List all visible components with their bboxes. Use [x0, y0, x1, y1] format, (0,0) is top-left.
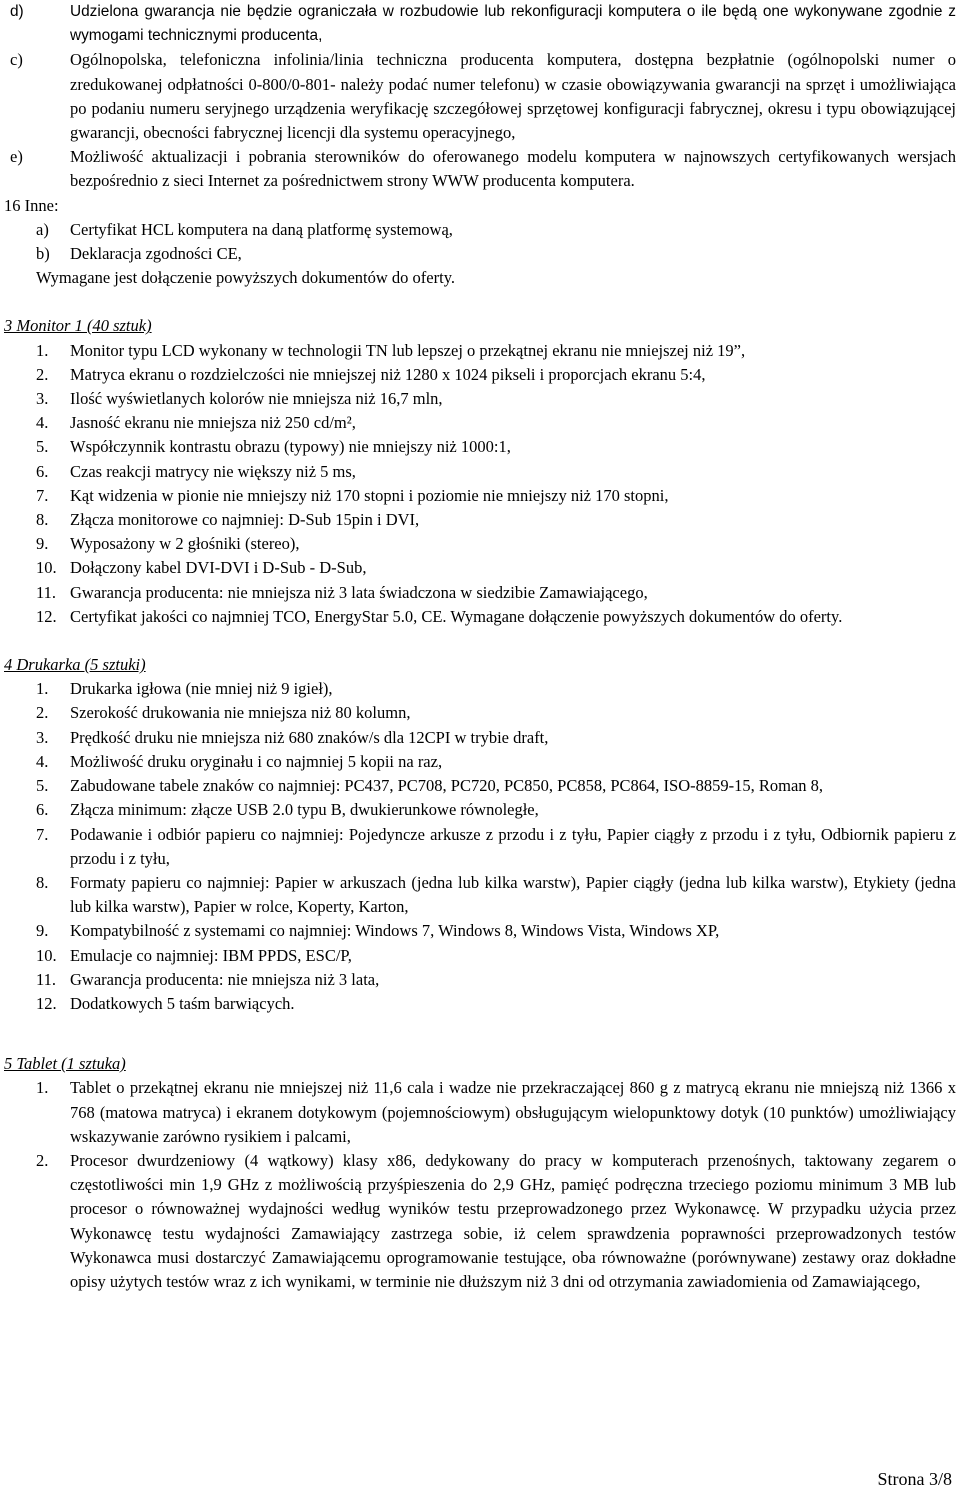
- list-marker: e): [10, 147, 23, 167]
- list-text: Możliwość aktualizacji i pobrania sterowników do oferowanego modelu komputera w najnowszych certyfikowanych wersjach bezpośrednio z sieci Internet za pośrednictwem strony WWW producenta komputera.: [70, 147, 956, 191]
- list-item: [0, 339, 960, 363]
- list-item: [0, 1149, 960, 1294]
- list-marker: 1.: [36, 1078, 49, 1098]
- list-marker: 11.: [36, 969, 57, 989]
- list-marker: 1.: [36, 679, 49, 699]
- list-text: Możliwość druku oryginału i co najmniej 5 kopii na raz,: [70, 751, 443, 771]
- list-item: [0, 677, 960, 701]
- tablet-heading: 5 Tablet (1 sztuka): [4, 1054, 126, 1074]
- list-text: Prędkość druku nie mniejsza niż 680 znaków/s dla 12CPI w trybie draft,: [70, 727, 549, 747]
- list-text: Szerokość drukowania nie mniejsza niż 80 kolumn,: [70, 703, 411, 723]
- list-item: [0, 605, 960, 629]
- list-marker: 4.: [36, 751, 49, 771]
- list-marker: 2.: [36, 364, 49, 384]
- list-text: Procesor dwurdzeniowy (4 wątkowy) klasy x86, dedykowany do pracy w komputerach przenośnych, taktowany zegarem o częstotliwości min 1,9 GHz z możliwością przyśpieszenia do 2,9 GHz, pamięć podręczna trzeciego poziomu minimum 3 MB lub procesor o równoważnej wydajności według wyników testu przeprowadzonego przez Wykonawcę. W przypadku użycia przez Wykonawcę testu wydajności Zamawiający zastrzega sobie, iż celem sprawdzenia poprawności przeprowadzonych testów Wykonawca musi dostarczyć Zamawiającemu oprogramowanie testujące, oba równoważne (porównywane) zestawy oraz dokładne opisy użytych testów wraz z ich wynikami, w terminie nie dłuższym niż 3 dni od otrzymania zawiadomienia od Zamawiającego,: [70, 1150, 956, 1291]
- section-16-heading: 16 Inne:: [4, 195, 59, 215]
- list-marker: 10.: [36, 558, 57, 578]
- list-text: Kompatybilność z systemami co najmniej: Windows 7, Windows 8, Windows Vista, Windows XP,: [70, 921, 720, 941]
- page-number: Strona 3/8: [877, 1469, 952, 1489]
- list-item: [0, 968, 960, 992]
- list-item-d: [0, 0, 960, 48]
- list-text: Certyfikat jakości co najmniej TCO, EnergyStar 5.0, CE. Wymagane dołączenie powyższych dokumentów do oferty.: [70, 606, 843, 626]
- list-marker: 10.: [36, 945, 57, 965]
- list-item: [0, 556, 960, 580]
- list-item-a: [0, 218, 960, 242]
- list-marker: 4.: [36, 413, 49, 433]
- list-text: Monitor typu LCD wykonany w technologii TN lub lepszej o przekątnej ekranu nie mniejszej niż 19”,: [70, 340, 746, 360]
- list-marker: c): [10, 50, 23, 70]
- list-item: [0, 944, 960, 968]
- list-marker: 2.: [36, 1150, 49, 1170]
- tablet-list: [0, 1076, 960, 1294]
- list-text: Współczynnik kontrastu obrazu (typowy) nie mniejszy niż 1000:1,: [70, 437, 511, 457]
- list-item: [0, 871, 960, 919]
- list-item: [0, 581, 960, 605]
- list-text: Formaty papieru co najmniej: Papier w arkuszach (jedna lub kilka warstw), Papier ciągły (jedna lub kilka warstw), Etykiety (jedna lub kilka warstw), Papier w rolce, Koperty, Karton,: [70, 872, 956, 917]
- list-item: [0, 435, 960, 459]
- list-marker: b): [36, 244, 50, 264]
- printer-list: [0, 677, 960, 1016]
- list-item-c: [0, 48, 960, 145]
- list-text: Wyposażony w 2 głośniki (stereo),: [70, 534, 300, 554]
- list-marker: 12.: [36, 606, 57, 626]
- list-item: [0, 726, 960, 750]
- list-item: [0, 387, 960, 411]
- list-item: [0, 411, 960, 435]
- list-marker: 8.: [36, 510, 49, 530]
- list-marker: 3.: [36, 727, 49, 747]
- list-marker: 9.: [36, 534, 49, 554]
- list-text: Dołączony kabel DVI-DVI i D-Sub - D-Sub,: [70, 558, 367, 578]
- list-item: [0, 484, 960, 508]
- list-marker: 11.: [36, 582, 57, 602]
- list-text: Jasność ekranu nie mniejsza niż 250 cd/m²,: [70, 413, 356, 433]
- section-16-note: Wymagane jest dołączenie powyższych dokumentów do oferty.: [36, 268, 456, 288]
- list-item: [0, 460, 960, 484]
- list-marker: 3.: [36, 389, 49, 409]
- list-item: [0, 992, 960, 1016]
- list-item: [0, 774, 960, 798]
- list-text: Dodatkowych 5 taśm barwiących.: [70, 993, 295, 1013]
- list-marker: 9.: [36, 921, 49, 941]
- list-marker: a): [36, 219, 49, 239]
- monitor-heading: 3 Monitor 1 (40 sztuk): [4, 316, 152, 336]
- list-marker: 6.: [36, 800, 49, 820]
- list-marker: 7.: [36, 824, 49, 844]
- list-text: Certyfikat HCL komputera na daną platformę systemową,: [70, 219, 453, 239]
- list-text: Złącza minimum: złącze USB 2.0 typu B, dwukierunkowe równoległe,: [70, 800, 539, 820]
- list-text: Tablet o przekątnej ekranu nie mniejszej niż 11,6 cala i wadze nie przekraczającej 860 g z matrycą ekranu nie mniejszą niż 1366 x 768 (matowa matryca) i ekranem dotykowym (pojemnościowym) obsługującym wielopunktowy dotyk (10 punktów) umożliwiający wskazywanie zarówno rysikiem i palcami,: [70, 1078, 956, 1146]
- list-text: Deklaracja zgodności CE,: [70, 244, 242, 264]
- list-text: Ilość wyświetlanych kolorów nie mniejsza niż 16,7 mln,: [70, 389, 443, 409]
- list-text: Drukarka igłowa (nie mniej niż 9 igieł),: [70, 679, 333, 699]
- list-item: [0, 823, 960, 871]
- list-item: [0, 701, 960, 725]
- list-marker: 2.: [36, 703, 49, 723]
- list-item: [0, 532, 960, 556]
- list-text: Podawanie i odbiór papieru co najmniej: Pojedyncze arkusze z przodu i z tyłu, Papier ciągły z przodu i z tyłu, Odbiornik papieru z przodu i z tyłu,: [70, 824, 956, 868]
- list-text: Kąt widzenia w pionie nie mniejszy niż 170 stopni i poziomie nie mniejszy niż 170 stopni,: [70, 485, 669, 505]
- list-marker: d): [10, 3, 24, 20]
- list-text: Gwarancja producenta: nie mniejsza niż 3 lata,: [70, 969, 380, 989]
- list-text: Gwarancja producenta: nie mniejsza niż 3 lata świadczona w siedzibie Zamawiającego,: [70, 582, 648, 602]
- printer-heading: 4 Drukarka (5 sztuki): [4, 655, 146, 675]
- list-item-e: [0, 145, 960, 193]
- list-text: Emulacje co najmniej: IBM PPDS, ESC/P,: [70, 945, 352, 965]
- list-marker: 5.: [36, 437, 49, 457]
- list-item: [0, 1076, 960, 1149]
- spacer: [0, 629, 960, 653]
- list-text: Czas reakcji matrycy nie większy niż 5 ms,: [70, 461, 356, 481]
- list-marker: 6.: [36, 461, 49, 481]
- spacer: [0, 1016, 960, 1052]
- list-marker: 12.: [36, 993, 57, 1013]
- list-item: [0, 750, 960, 774]
- list-text: Ogólnopolska, telefoniczna infolinia/linia techniczna producenta komputera, dostępna bezpłatnie (ogólnopolski numer o zredukowanej odpłatności 0-800/0-801- należy podać numer telefonu) w czasie obowiązywania gwarancji na sprzęt i umożliwiająca po podaniu numeru seryjnego urządzenia weryfikację szczegółowej sprzętowej konfiguracji fabrycznej, okresu i typu obowiązującej gwarancji, obecności fabrycznej licencji dla systemu operacyjnego,: [70, 50, 956, 143]
- list-item-b: [0, 242, 960, 266]
- list-item: [0, 508, 960, 532]
- list-marker: 7.: [36, 485, 49, 505]
- list-item: [0, 363, 960, 387]
- list-text: Zabudowane tabele znaków co najmniej: PC437, PC708, PC720, PC850, PC858, PC864, ISO-8859-15, Roman 8,: [70, 776, 824, 796]
- list-text: Udzielona gwarancja nie będzie ograniczała w rozbudowie lub rekonfiguracji komputera o ile będą one wykonywane zgodnie z wymogami technicznymi producenta,: [70, 3, 956, 45]
- monitor-list: [0, 339, 960, 629]
- list-item: [0, 798, 960, 822]
- list-marker: 1.: [36, 340, 49, 360]
- list-text: Matryca ekranu o rozdzielczości nie mniejszej niż 1280 x 1024 pikseli i proporcjach ekranu 5:4,: [70, 364, 706, 384]
- list-item: [0, 919, 960, 943]
- list-marker: 5.: [36, 776, 49, 796]
- spacer: [0, 290, 960, 314]
- list-text: Złącza monitorowe co najmniej: D-Sub 15pin i DVI,: [70, 510, 420, 530]
- list-marker: 8.: [36, 872, 49, 892]
